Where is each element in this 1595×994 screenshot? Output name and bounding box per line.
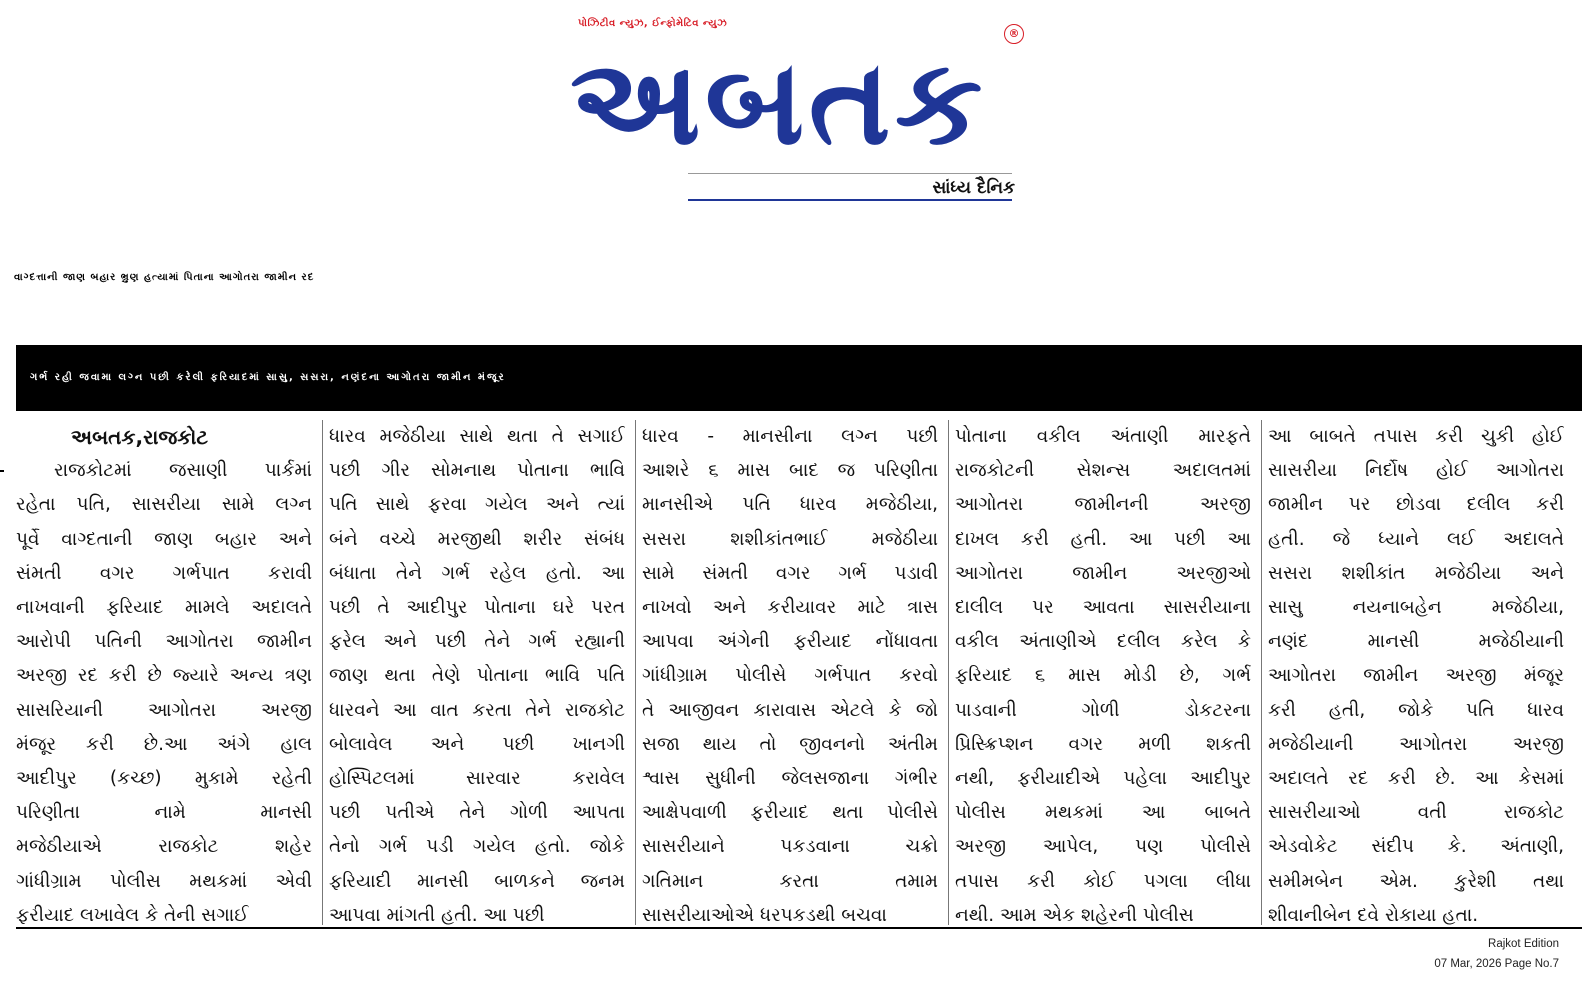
body-line: સસરા શશીકાંતભાઈ મજેઠીયા (642, 528, 938, 550)
page-bottom-rule (16, 927, 1582, 929)
body-line: આક્ષેપવાળી ફરીયાદ થતા પોલીસે (642, 802, 938, 824)
masthead-tagline: પોઝિટીવ ન્યુઝ, ઈન્ફોમેટિવ ન્યુઝ (578, 18, 728, 29)
body-line: ગાંધીગ્રામ પોલીસે ગર્ભપાત કરવો (642, 665, 938, 687)
body-line: જામીન પર છોડવા દલીલ કરી (1268, 494, 1564, 516)
newspaper-logo: અબતક (570, 33, 987, 171)
body-line: પૂર્વે વાગ્દતાની જાણ બહાર અને (16, 528, 312, 550)
body-line: અદાલતે રદ કરી છે. આ કેસમાં (1268, 768, 1564, 790)
body-line: હતી. જે ધ્યાને લઈ અદાલતે (1268, 528, 1564, 550)
body-line: ફરિયાદ ૬ માસ મોડી છે, ગર્ભ (955, 665, 1251, 687)
body-line: અરજી આપેલ, પણ પોલીસે (955, 836, 1251, 858)
body-line: આગોતરા જામીન અરજીઓ (955, 562, 1251, 584)
article-headline: વાગ્દત્તાની જાણ બહાર ભ્રુણ હત્યામાં પિતાના આગોતરા જામીન રદ (14, 272, 315, 283)
body-line: દાખલ કરી હતી. આ પછી આ (955, 528, 1251, 550)
masthead-divider (688, 173, 1012, 174)
body-line: સજા થાય તો જીવનનો અંતીમ (642, 733, 938, 755)
body-line: તેનો ગર્ભ પડી ગયેલ હતો. જોકે (329, 836, 625, 858)
article-subheadline: ગર્ભ રહી જવામા લગ્ન પછી કરેલી ફરિયાદમાં સાસુ, સસરા, નણંદના આગોતરા જામીન મંજૂર (30, 372, 506, 383)
body-line: હોસ્પિટલમાં સારવાર કરાવેલ (329, 768, 625, 790)
body-line: સસરા શશીકાંત મજેઠીયા અને (1268, 562, 1564, 584)
body-line: બંને વચ્ચે મરજીથી શરીર સંબંધ (329, 528, 625, 550)
body-line: નાખવો અને કરીયાવર માટે ત્રાસ (642, 597, 938, 619)
masthead-subtitle: સાંધ્ય દૈનિક (932, 178, 1015, 198)
article-column-2 (329, 420, 625, 935)
body-line: ફરેલ અને પછી તેને ગર્ભ રહ્યાની (329, 631, 625, 653)
body-line: આદીપુર (કચ્છ) મુકામે રહેતી (16, 768, 312, 790)
body-line: આગોતરા જામીનની અરજી (955, 494, 1251, 516)
body-line: આપવા માંગતી હતી. આ પછી (329, 904, 545, 926)
article-column-1 (16, 420, 312, 935)
masthead (0, 0, 1595, 205)
body-line: પછી પતીએ તેને ગોળી આપતા (329, 802, 625, 824)
body-line: પ્રિસ્ક્રિપ્શન વગર મળી શકતી (955, 733, 1251, 755)
edition-name: Rajkot Edition (1488, 938, 1559, 950)
body-line: ધારવને આ વાત કરતા તેને રાજકોટ (329, 699, 625, 721)
body-line: સાસરિયાની આગોતરા અરજી (16, 699, 312, 721)
body-line: સામે સંમતી વગર ગર્ભ પડાવી (642, 562, 938, 584)
body-line: આરોપી પતિની આગોતરા જામીન (16, 631, 312, 653)
body-line: રાજકોટમાં જસાણી પાર્કમાં (54, 460, 312, 482)
body-line: વકીલ અંતાણીએ દલીલ કરેલ કે (955, 631, 1251, 653)
body-line: ફરિયાદી માનસી બાળકને જનમ (329, 870, 625, 892)
registered-mark-icon: ® (1004, 24, 1024, 44)
article-column-5 (1268, 420, 1564, 935)
masthead-underline (688, 199, 1012, 201)
body-line: માનસીએ પતિ ધારવ મજેઠીયા, (642, 494, 938, 516)
body-line: તપાસ કરી કોઈ પગલા લીધા (955, 870, 1251, 892)
article-body (14, 420, 1584, 940)
body-line: એડવોકેટ સંદીપ કે. અંતાણી, (1268, 836, 1564, 858)
body-line: કરી હતી, જોકે પતિ ધારવ (1268, 699, 1564, 721)
body-line: તે આજીવન કારાવાસ એટલે કે જો (642, 699, 938, 721)
body-line: જાણ થતા તેણે પોતાના ભાવિ પતિ (329, 665, 625, 687)
body-line: દાલીલ પર આવતા સાસરીયાના (955, 597, 1251, 619)
body-line: આગોતરા જામીન અરજી મંજૂર (1268, 665, 1564, 687)
body-line: નણંદ માનસી મજેઠીયાની (1268, 631, 1564, 653)
body-line: પોતાના વકીલ અંતાણી મારફતે (955, 426, 1251, 447)
body-line: મંજૂર કરી છે.આ અંગે હાલ (16, 733, 312, 755)
margin-mark (0, 470, 4, 472)
column-divider (635, 420, 636, 925)
article-column-4 (955, 420, 1251, 935)
body-line: મજેઠીયાની આગોતરા અરજી (1268, 733, 1564, 755)
edition-date-page: 07 Mar, 2026 Page No.7 (1434, 958, 1559, 970)
body-line: બંધાતા તેને ગર્ભ રહેલ હતો. આ (329, 562, 625, 584)
body-line: સાસરીયાઓ વતી રાજકોટ (1268, 802, 1564, 824)
column-divider (1261, 420, 1262, 925)
article-column-3 (642, 420, 938, 935)
body-line: ધારવ - માનસીના લગ્ન પછી (642, 426, 938, 447)
column-divider (948, 420, 949, 925)
body-line: ગાંધીગ્રામ પોલીસ મથકમાં એવી (16, 870, 312, 892)
body-line: પછી ગીર સોમનાથ પોતાના ભાવિ (329, 460, 625, 482)
body-line: પોલીસ મથકમાં આ બાબતે (955, 802, 1251, 824)
body-line: પરિણીતા નામે માનસી (16, 802, 312, 824)
body-line: અરજી રદ કરી છે જ્યારે અન્ય ત્રણ (16, 665, 312, 687)
edition-info (1359, 934, 1559, 974)
body-line: ધારવ મજેઠીયા સાથે થતા તે સગાઈ (329, 426, 625, 447)
body-line: શીવાનીબેન દવે રોકાયા હતા. (1268, 904, 1479, 926)
body-line: નાખવાની ફરિયાદ મામલે અદાલતે (16, 597, 312, 619)
body-line: ગતિમાન કરતા તમામ (642, 870, 938, 892)
column-divider (322, 420, 323, 925)
body-line: આ બાબતે તપાસ કરી ચુકી હોઈ (1268, 426, 1564, 447)
body-line: રહેતા પતિ, સાસરીયા સામે લગ્ન (16, 494, 312, 516)
body-line: સાસરીયા નિર્દોષ હોઈ આગોતરા (1268, 460, 1564, 482)
body-line: પછી તે આદીપુર પોતાના ઘરે પરત (329, 597, 625, 619)
body-line: બોલાવેલ અને પછી ખાનગી (329, 733, 625, 755)
body-line: ફરીયાદ લખાવેલ કે તેની સગાઈ (16, 904, 249, 926)
body-line: પતિ સાથે ફરવા ગયેલ અને ત્યાં (329, 494, 625, 516)
body-line: શ્વાસ સુધીની જેલસજાના ગંભીર (642, 768, 938, 790)
body-line: સાસુ નયનાબહેન મજેઠીયા, (1268, 597, 1564, 619)
body-line: મજેઠીયાએ રાજકોટ શહેર (16, 836, 312, 858)
body-line: આશરે ૬ માસ બાદ જ પરિણીતા (642, 460, 938, 482)
body-line: સમીમબેન એમ. કુરેશી તથા (1268, 870, 1564, 892)
body-line: સાસરીયાને પકડવાના ચક્રો (642, 836, 938, 858)
body-line: સંમતી વગર ગર્ભપાત કરાવી (16, 562, 312, 584)
body-line: આપવા અંગેની ફરીયાદ નોંધાવતા (642, 631, 938, 653)
body-line: નથી. આમ એક શહેરની પોલીસ (955, 904, 1194, 926)
article-dateline: અબતક,રાજકોટ (71, 425, 209, 449)
body-line: રાજકોટની સેશન્સ અદાલતમાં (955, 460, 1251, 482)
body-line: પાડવાની ગોળી ડોકટરના (955, 699, 1251, 721)
body-line: નથી, ફરીયાદીએ પહેલા આદીપુર (955, 768, 1251, 790)
body-line: સાસરીયાઓએ ધરપકડથી બચવા (642, 904, 887, 926)
